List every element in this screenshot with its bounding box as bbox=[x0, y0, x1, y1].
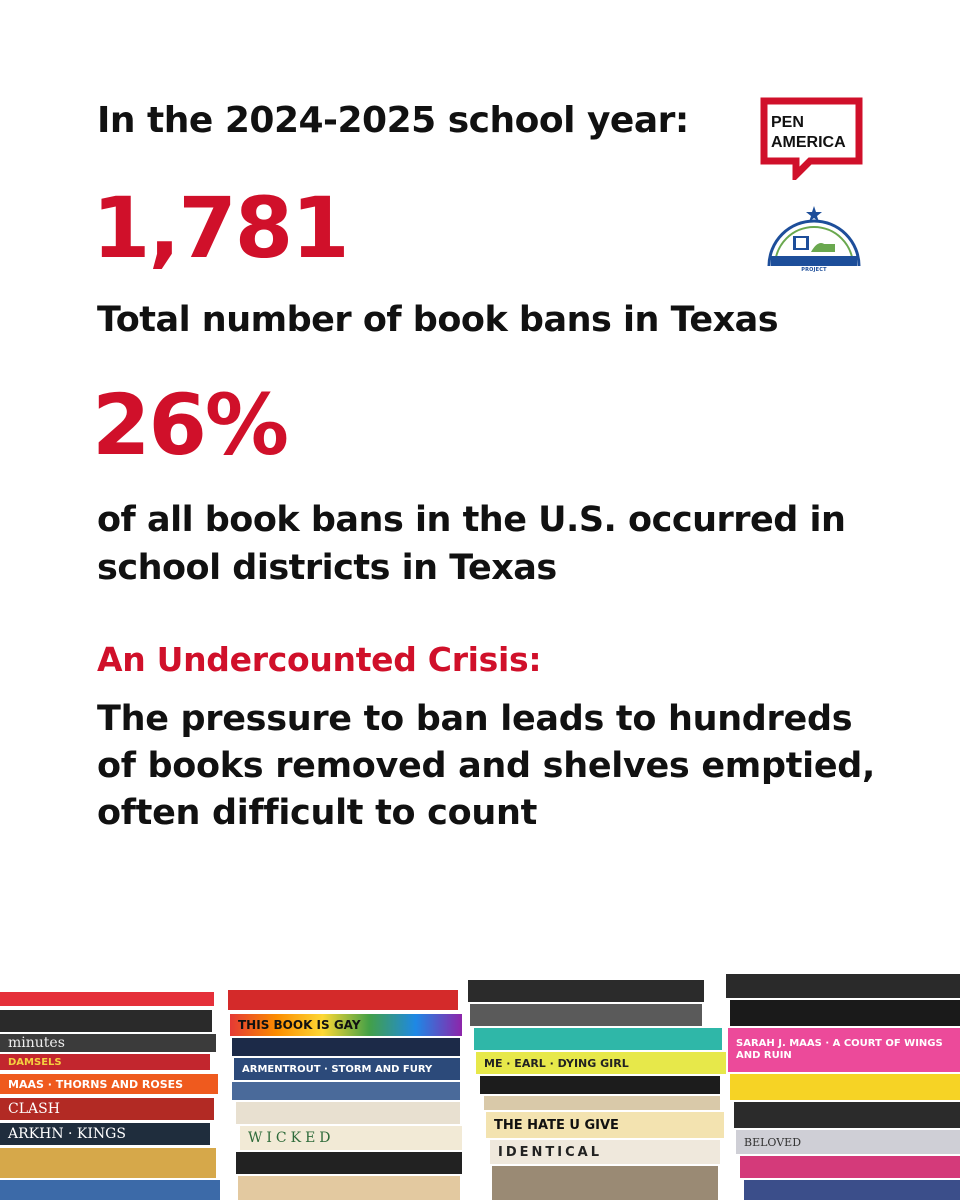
crisis-text: The pressure to ban leads to hundreds of books removed and shelves emptied, often difficult to count bbox=[97, 699, 876, 833]
texas-freedom-to-read-logo bbox=[763, 200, 865, 270]
book-spine bbox=[236, 1152, 462, 1174]
book-spine bbox=[0, 1180, 220, 1200]
book-spine: IDENTICAL bbox=[490, 1140, 720, 1164]
book-spine: DAMSELS bbox=[0, 1054, 210, 1070]
book-spine: CLASH bbox=[0, 1098, 214, 1120]
book-spine bbox=[480, 1076, 720, 1094]
book-spine bbox=[730, 1074, 960, 1100]
book-spine: minutes bbox=[0, 1034, 216, 1052]
book-spine bbox=[744, 1180, 960, 1200]
headline: In the 2024-2025 school year: bbox=[97, 100, 689, 141]
pen-logo-line1: PEN bbox=[771, 114, 804, 131]
book-spine: SARAH J. MAAS · A COURT OF WINGS AND RUIN bbox=[728, 1028, 960, 1072]
stat-percentage: 26% bbox=[92, 376, 288, 474]
book-spine bbox=[232, 1038, 460, 1056]
book-spine bbox=[228, 990, 458, 1010]
book-spine bbox=[726, 974, 960, 998]
book-spine bbox=[468, 980, 704, 1002]
book-spine: BELOVED bbox=[736, 1130, 960, 1154]
book-spine bbox=[730, 1000, 960, 1026]
book-spine: ARMENTROUT · STORM AND FURY bbox=[234, 1058, 460, 1080]
pen-america-logo bbox=[760, 97, 863, 180]
book-spine: WICKED bbox=[240, 1126, 462, 1150]
book-spine bbox=[0, 992, 214, 1006]
stat-ban-count: 1,781 bbox=[92, 179, 348, 277]
book-spine: ME · EARL · DYING GIRL bbox=[476, 1052, 726, 1074]
book-spine bbox=[740, 1156, 960, 1178]
stat-percentage-label: of all book bans in the U.S. occurred in school districts in Texas bbox=[97, 500, 846, 588]
book-spine bbox=[470, 1004, 702, 1026]
book-spine bbox=[238, 1176, 460, 1200]
tfr-logo-text: TEXAS FREEDOM TO READ PROJECT bbox=[775, 261, 853, 273]
pen-logo-line2: AMERICA bbox=[771, 134, 846, 151]
book-spine bbox=[484, 1096, 720, 1110]
book-spine bbox=[236, 1102, 460, 1124]
stat-ban-count-label: Total number of book bans in Texas bbox=[97, 300, 779, 340]
book-spine: THE HATE U GIVE bbox=[486, 1112, 724, 1138]
book-stack-image bbox=[0, 960, 960, 1200]
book-spine bbox=[0, 1010, 212, 1032]
book-spine bbox=[492, 1166, 718, 1200]
book-spine: ARKHN · KINGS bbox=[0, 1123, 210, 1145]
crisis-title: An Undercounted Crisis: bbox=[97, 640, 542, 679]
book-spine bbox=[474, 1028, 722, 1050]
book-spine bbox=[232, 1082, 460, 1100]
book-spine bbox=[0, 1148, 216, 1178]
book-spine: MAAS · THORNS AND ROSES bbox=[0, 1074, 218, 1094]
book-spine: THIS BOOK IS GAY bbox=[230, 1014, 462, 1036]
book-spine bbox=[734, 1102, 960, 1128]
